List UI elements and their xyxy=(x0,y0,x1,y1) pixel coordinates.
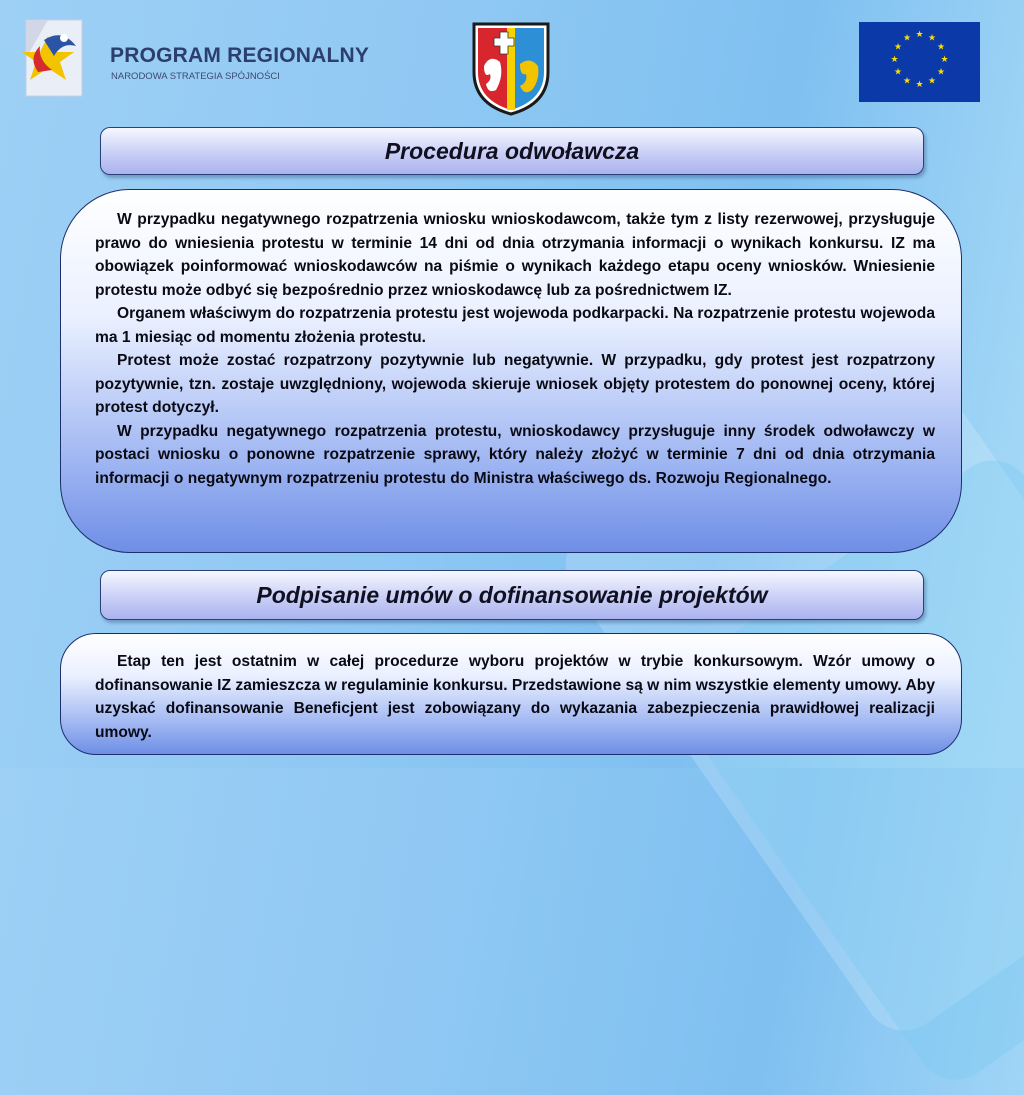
svg-text:★: ★ xyxy=(902,33,912,44)
svg-text:★: ★ xyxy=(893,67,903,78)
program-regionalny-logo xyxy=(18,18,370,100)
procedure-text-panel xyxy=(60,189,962,553)
svg-text:★: ★ xyxy=(936,67,946,78)
eu-flag-icon xyxy=(859,22,980,102)
paragraph: W przypadku negatywnego rozpatrzenia protestu, wnioskodawcy przysługuje inny środek odwoławczy w postaci wniosku o ponowne rozpatrzenie sprawy, który należy złożyć w terminie 7 dni od dnia otrzymania informacji o negatywnym rozpatrzeniu protestu do Ministra właściwego ds. Rozwoju Regionalnego. xyxy=(95,422,935,487)
paragraph: W przypadku negatywnego rozpatrzenia wniosku wnioskodawcom, także tym z listy rezerwowej, przysługuje prawo do wniesienia protestu w terminie 14 dni od dnia otrzymania informacji o wynikach konkursu. IZ ma obowiązek poinformować wnioskodawców na piśmie o wynikach każdego etapu oceny wniosków. Wniesienie protestu może odbyć się bezpośrednio przez wnioskodawcę lub za pośrednictwem IZ. xyxy=(95,211,935,299)
program-title: PROGRAM REGIONALNY xyxy=(110,44,370,67)
svg-text:★: ★ xyxy=(936,42,946,53)
svg-text:★: ★ xyxy=(940,55,949,65)
svg-text:★: ★ xyxy=(915,30,924,40)
svg-text:★: ★ xyxy=(893,42,903,53)
paragraph: Protest może zostać rozpatrzony pozytywnie lub negatywnie. W przypadku, gdy protest jest rozpatrzony pozytywnie, tzn. zostaje uwzględniony, wojewoda skieruje wniosek objęty protestem do ponownej oceny, której protest dotyczył. xyxy=(95,352,935,416)
section-title-contracts: Podpisanie umów o dofinansowanie projektów xyxy=(100,570,924,620)
svg-text:★: ★ xyxy=(927,33,937,44)
section-title-procedure: Procedura odwoławcza xyxy=(100,127,924,175)
contracts-text-panel xyxy=(60,633,962,755)
coat-of-arms-icon xyxy=(470,20,552,116)
svg-text:★: ★ xyxy=(915,80,924,90)
svg-text:★: ★ xyxy=(927,76,937,87)
paragraph: Etap ten jest ostatnim w całej procedurze wyboru projektów w trybie konkursowym. Wzór umowy o dofinansowanie IZ zamieszcza w regulaminie konkursu. Przedstawione są w nim wszystkie elementy umowy. Aby uzyskać dofinansowanie Beneficjent jest zobowiązany do wykazania zabezpieczenia prawidłowej realizacji umowy. xyxy=(95,653,935,741)
svg-text:★: ★ xyxy=(902,76,912,87)
program-subtitle: NARODOWA STRATEGIA SPÓJNOŚCI xyxy=(111,71,280,82)
nss-logo-icon xyxy=(18,18,90,98)
svg-text:★: ★ xyxy=(890,55,899,65)
eu-stars-icon xyxy=(859,22,980,102)
paragraph: Organem właściwym do rozpatrzenia protestu jest wojewoda podkarpacki. Na rozpatrzenie protestu wojewoda ma 1 miesiąc od momentu złożenia protestu. xyxy=(95,305,935,346)
